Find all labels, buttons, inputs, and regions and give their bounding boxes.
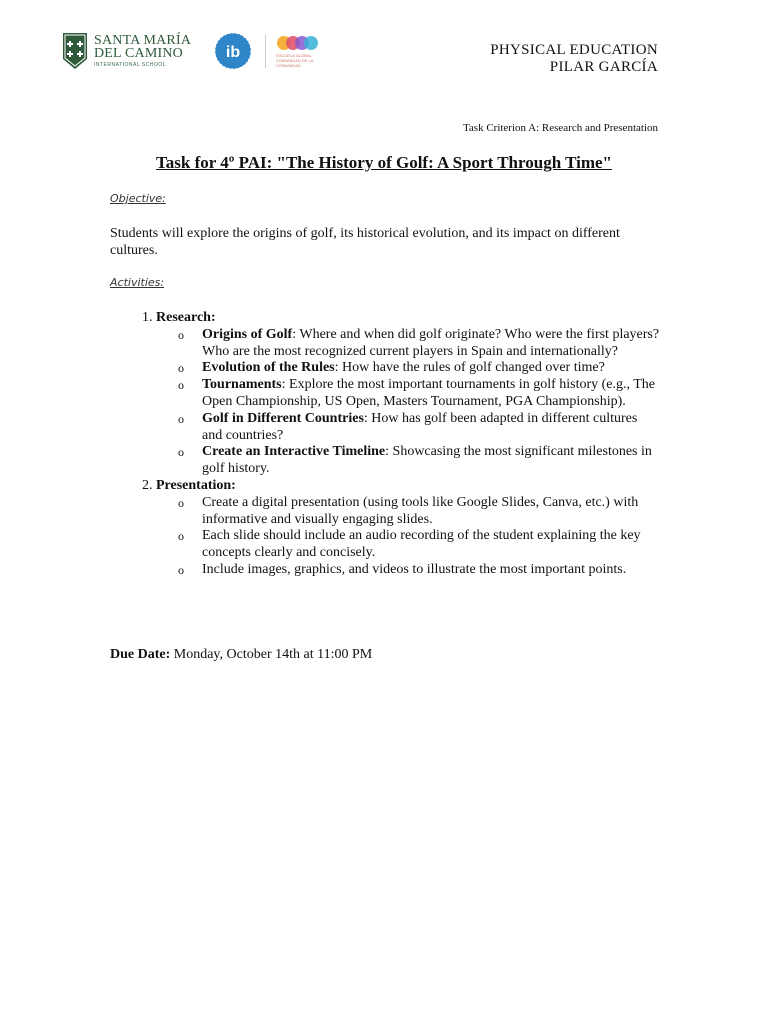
objective-text: Students will explore the origins of golf, its historical evolution, and its impact on different cultures. xyxy=(110,226,620,258)
activity-research xyxy=(156,310,660,478)
school-shield-icon xyxy=(62,32,88,70)
list-item-title: Origins of Golf xyxy=(202,326,293,342)
list-item-text: : Showcasing the most significant milestones in golf history. xyxy=(202,444,652,477)
page-title: Task for 4º PAI: "The History of Golf: A Sport Through Time" xyxy=(155,153,612,172)
list-item-text: Include images, graphics, and videos to illustrate the most important points. xyxy=(202,561,627,577)
ib-logo-text: ib xyxy=(226,44,241,61)
partner-logo-dots-icon xyxy=(276,35,320,51)
activity-presentation xyxy=(156,478,660,579)
objective-label: Objective: xyxy=(110,192,166,205)
school-name-line2: DEL CAMINO xyxy=(94,46,183,61)
partner-logo-text: ESCUELA GLOBAL · COMUNIDAD DE LA COMUNIDAD xyxy=(276,52,315,68)
list-item-title: Tournaments xyxy=(202,377,282,393)
department-name: PHYSICAL EDUCATION xyxy=(490,42,658,58)
activities-label: Activities: xyxy=(110,276,165,289)
task-criterion: Task Criterion A: Research and Presentation xyxy=(462,122,658,134)
school-name xyxy=(94,34,191,68)
list-item-title: Evolution of the Rules xyxy=(202,360,335,376)
list-item-text: Each slide should include an audio recording of the student explaining the key concepts clearly and concisely. xyxy=(202,528,641,561)
list-item-text: : How have the rules of golf changed over time? xyxy=(334,360,605,376)
due-date-value: Monday, October 14th at 11:00 PM xyxy=(173,647,373,662)
header-logos xyxy=(62,30,320,72)
list-item-title: Golf in Different Countries xyxy=(202,410,364,426)
activity-heading: Research: xyxy=(156,310,216,325)
list-item xyxy=(202,411,660,445)
list-item xyxy=(202,495,660,529)
list-item-text: Create a digital presentation (using tools like Google Slides, Canva, etc.) with informative and visually engaging slides. xyxy=(202,494,639,527)
list-item xyxy=(202,327,660,361)
list-item xyxy=(202,377,660,411)
school-name-line1: SANTA MARÍA xyxy=(94,33,192,48)
list-item xyxy=(202,444,660,478)
list-item-title: Create an Interactive Timeline xyxy=(202,444,386,460)
list-item-text: : Explore the most important tournaments in golf history (e.g., The Open Championship, US Open, Masters Tournament, PGA Championship). xyxy=(202,377,656,409)
list-item-text: : Where and when did golf originate? Who were the first players? Who are the most recognized current players in Spain and internationally? xyxy=(202,326,660,359)
partner-logo xyxy=(276,35,320,68)
list-item xyxy=(202,528,660,562)
school-name-line3: INTERNATIONAL SCHOOL xyxy=(94,62,166,68)
ib-logo-icon xyxy=(213,31,253,71)
list-item xyxy=(202,562,660,579)
activity-heading: Presentation: xyxy=(156,477,236,493)
teacher-name: PILAR GARCÍA xyxy=(549,59,658,75)
due-date xyxy=(110,647,372,663)
list-item-text: : How has golf been adapted in different cultures and countries? xyxy=(202,410,638,443)
activities-list xyxy=(110,310,660,579)
due-date-label: Due Date: xyxy=(110,647,171,662)
header-department xyxy=(490,42,658,76)
logo-divider xyxy=(265,34,266,68)
list-item xyxy=(202,360,660,377)
